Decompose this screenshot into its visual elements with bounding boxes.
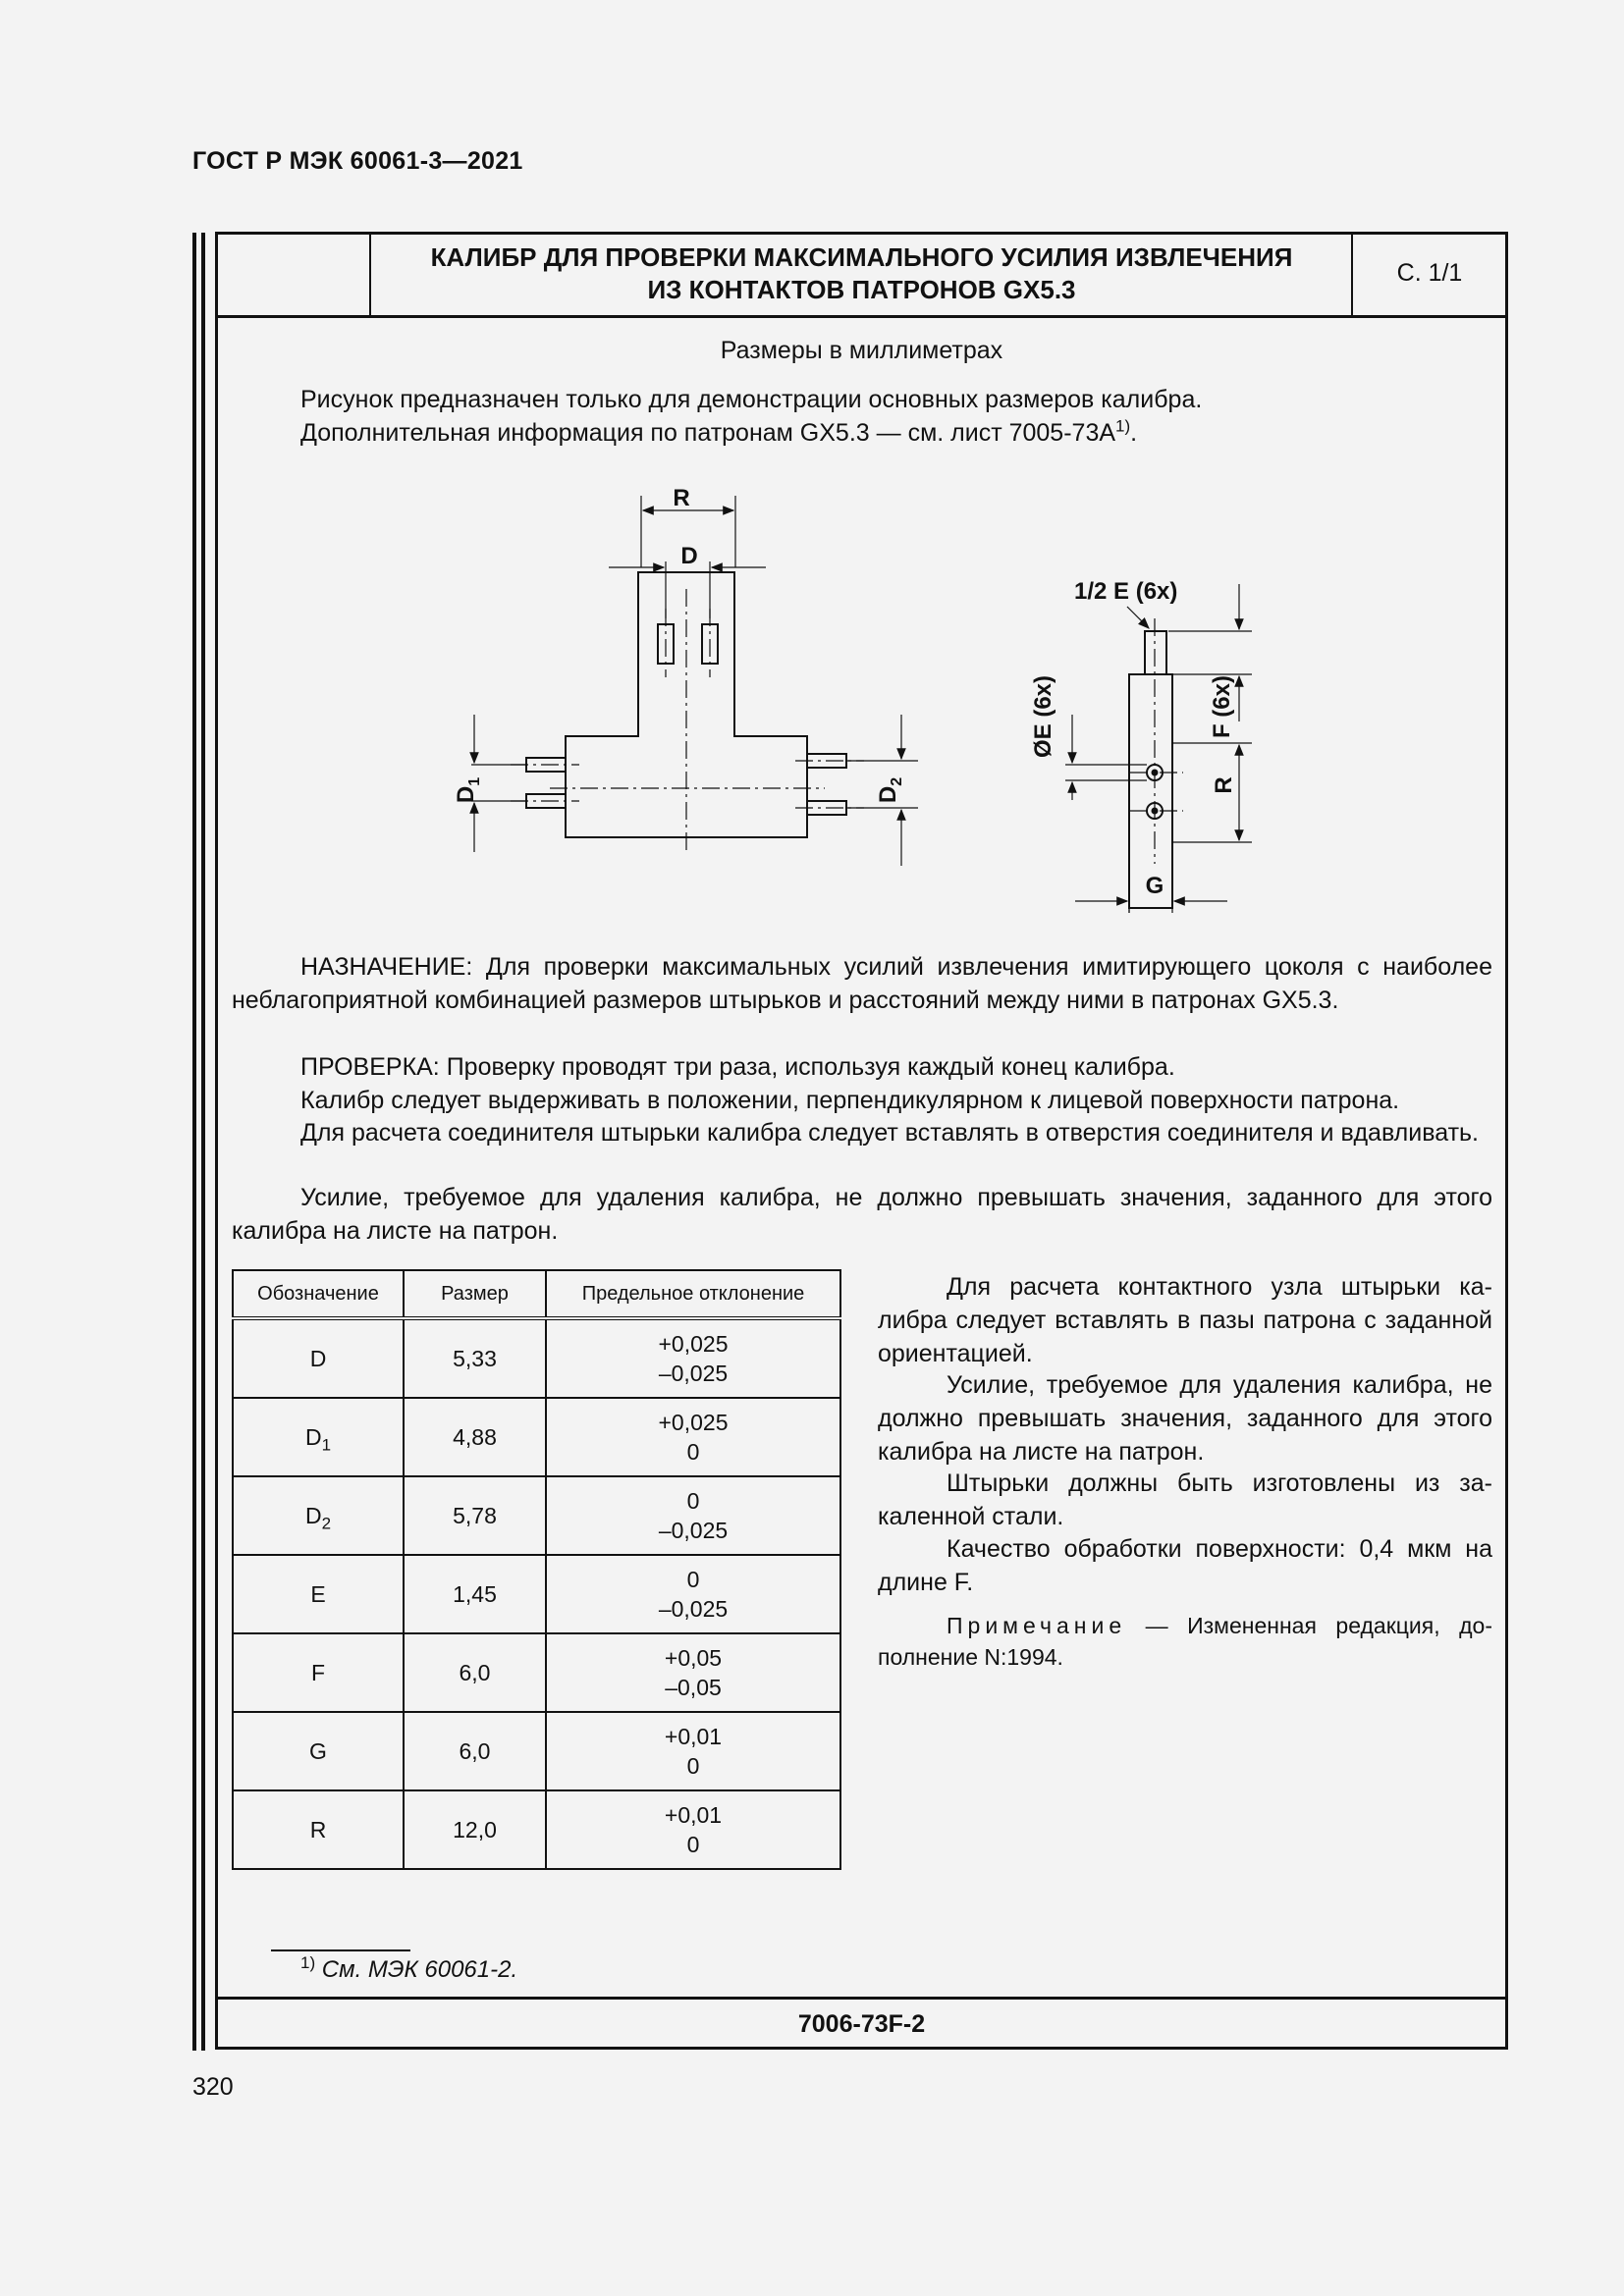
note: Примечание — Измененная редакция, дополнение N:1994. <box>878 1613 1492 1670</box>
margin-rule <box>192 233 196 2051</box>
table-row <box>233 1633 840 1712</box>
cell-size: 6,0 <box>404 1712 546 1790</box>
sheet-number: С. 1/1 <box>1396 259 1463 287</box>
cell-size: 12,0 <box>404 1790 546 1869</box>
cell-deviation: +0,01 0 <box>546 1712 840 1790</box>
label-r-side: R <box>1211 776 1237 794</box>
table-row <box>233 1318 840 1398</box>
side-dimension-lines <box>1065 584 1252 913</box>
intro-line-2: Дополнительная информация по патронам GX5.3 — см. лист $7005-73A^{1)}$. <box>300 416 1138 447</box>
dimensions-table <box>232 1269 841 1870</box>
cell-size: 5,33 <box>404 1318 546 1398</box>
side-paragraph-2: Усилие, требуемое для удаления калибра, не должно превышать значения, заданного для этого калибра на листе на патрон. <box>878 1371 1492 1466</box>
units-note: Размеры в миллиметрах <box>720 337 1003 364</box>
cell-symbol: D <box>233 1318 404 1398</box>
label-r: R <box>673 485 690 511</box>
sheet-title: КАЛИБР ДЛЯ ПРОВЕРКИ МАКСИМАЛЬНОГО УСИЛИЯ ИЗВЛЕЧЕНИЯ ИЗ КОНТАКТОВ ПАТРОНОВ GX5.3 <box>430 242 1293 304</box>
cell-deviation: +0,05 –0,05 <box>546 1633 840 1712</box>
col-header-size: Размер <box>404 1270 546 1318</box>
cell-deviation: +0,01 0 <box>546 1790 840 1869</box>
cell-symbol: $D_1$ <box>233 1398 404 1476</box>
cell-size: 1,45 <box>404 1555 546 1633</box>
side-paragraph-1: Для расчета контактного узла штырьки калибра следует вставлять в пазы патрона с заданной ориентацией. <box>878 1273 1492 1367</box>
label-f: F (6x) <box>1209 674 1235 739</box>
gauge-drawing <box>393 471 1335 923</box>
table-row <box>233 1790 840 1869</box>
cell-symbol: G <box>233 1712 404 1790</box>
page-number: 320 <box>192 2073 234 2101</box>
check-paragraph: ПРОВЕРКА: Проверку проводят три раза, используя каждый конец калибра. <box>300 1053 1175 1081</box>
cell-deviation: +0,025 0 <box>546 1398 840 1476</box>
side-center-lines <box>1129 618 1183 864</box>
label-half-e: 1/2 E (6x) <box>1074 578 1178 605</box>
table-row <box>233 1555 840 1633</box>
sheet-header <box>215 232 1508 318</box>
intro-line-1: Рисунок предназначен только для демонстрации основных размеров калибра. <box>300 386 1203 413</box>
position-paragraph: Калибр следует выдерживать в положении, перпендикулярном к лицевой поверхности патрона. <box>300 1087 1400 1114</box>
col-header-deviation: Предельное отклонение <box>546 1270 840 1318</box>
footnote-rule <box>271 1949 410 1951</box>
side-paragraph-4: Качество обработки поверхности: 0,4 мкм на длине F. <box>878 1535 1492 1596</box>
cell-symbol: $D_2$ <box>233 1476 404 1555</box>
table-row <box>233 1476 840 1555</box>
footnote: $^{1)}$ См. МЭК 60061-2. <box>300 1953 518 1983</box>
standard-designation: ГОСТ Р МЭК 60061-3—2021 <box>192 147 523 175</box>
note-label: Примечание <box>947 1613 1127 1638</box>
cell-symbol: F <box>233 1633 404 1712</box>
cell-size: 4,88 <box>404 1398 546 1476</box>
margin-rule <box>201 233 205 2051</box>
label-d2: $D_2$ <box>875 776 905 804</box>
purpose-paragraph: НАЗНАЧЕНИЕ: Для проверки максимальных усилий извлечения имитирующего цоколя с наиболее неблагоприятной комбинацией размеров штырьков и расстояний между ними в патронах GX5.3. <box>232 953 1492 1014</box>
cell-deviation: +0,025 –0,025 <box>546 1318 840 1398</box>
table-row <box>233 1712 840 1790</box>
cell-deviation: 0 –0,025 <box>546 1555 840 1633</box>
label-phi-e: ØE (6x) <box>1030 674 1056 759</box>
force-paragraph: Усилие, требуемое для удаления калибра, не должно превышать значения, заданного для этого калибра на листе на патрон. <box>232 1184 1492 1245</box>
cell-symbol: R <box>233 1790 404 1869</box>
cell-symbol: E <box>233 1555 404 1633</box>
label-d: D <box>680 543 698 569</box>
label-g: G <box>1145 873 1164 899</box>
col-header-symbol: Обозначение <box>233 1270 404 1318</box>
side-paragraph-3: Штырьки должны быть изготовлены из закаленной стали. <box>878 1469 1492 1530</box>
sheet-code: 7006-73F-2 <box>215 1997 1508 2050</box>
cell-deviation: 0 –0,025 <box>546 1476 840 1555</box>
label-d1: $D_1$ <box>453 776 483 804</box>
side-view <box>1129 631 1172 908</box>
connector-paragraph: Для расчета соединителя штырьки калибра следует вставлять в отверстия соединителя и вдавливать. <box>300 1119 1479 1147</box>
cell-size: 5,78 <box>404 1476 546 1555</box>
cell-size: 6,0 <box>404 1633 546 1712</box>
table-row <box>233 1398 840 1476</box>
